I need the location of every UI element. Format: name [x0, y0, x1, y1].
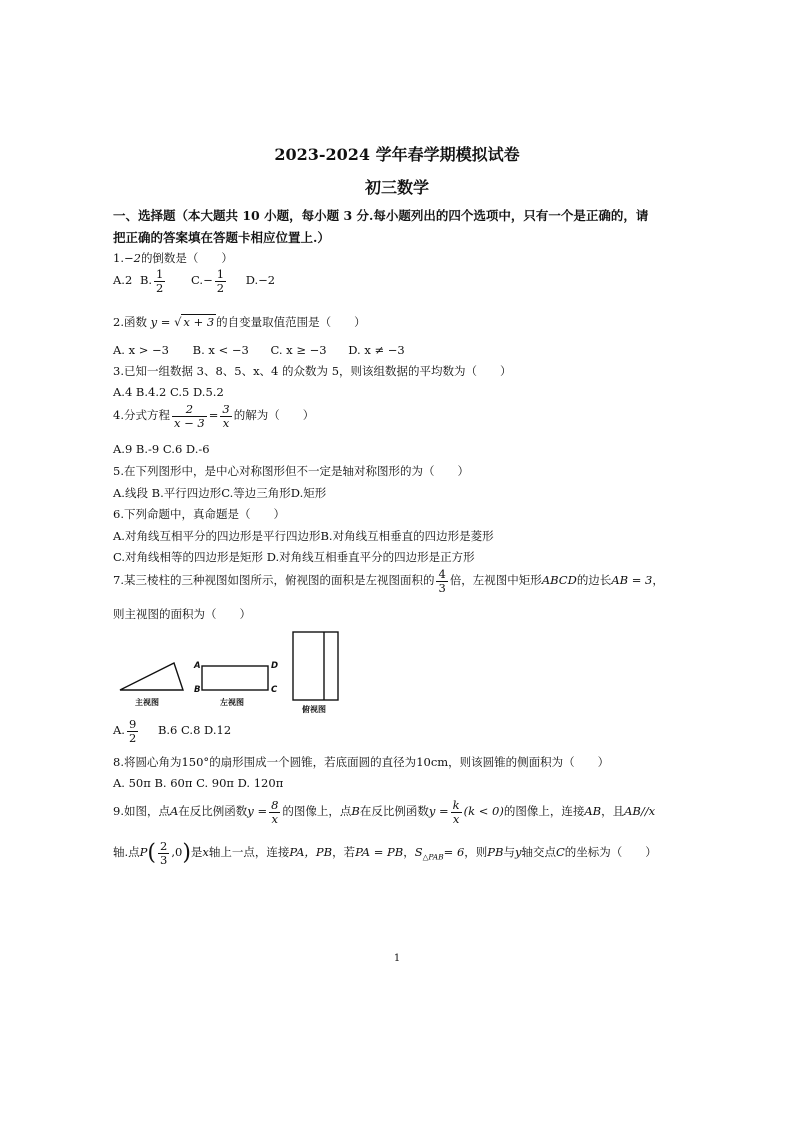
- q6-stem: 6.下列命题中，真命题是（ ）: [113, 507, 285, 521]
- top-view-caption: 俯视图: [302, 705, 326, 714]
- q9-l2-d: ，若: [332, 845, 356, 860]
- point-label-c: C: [271, 685, 278, 695]
- q1-options: [113, 268, 275, 294]
- q9-p-tail: ,0: [171, 845, 183, 860]
- section-heading-line2: 把正确的答案填在答题卡相应位置上.）: [113, 230, 330, 245]
- q1-option-d: D.−2: [245, 273, 276, 288]
- section-heading-line1: 一、选择题（本大题共 10 小题，每小题 3 分.每小题列出的四个选项中，只有一个是正确的，请: [113, 208, 649, 223]
- q7-ratio-num: 4: [438, 567, 446, 581]
- q9-l1-c: 的图像上，点: [282, 804, 352, 819]
- q1-number: 1.: [113, 251, 124, 265]
- q1-option-c: C.−: [191, 273, 213, 288]
- q8-text-c: ，则该圆锥的侧面积为（ ）: [448, 755, 610, 769]
- q9-l1-d: 在反比例函数: [359, 804, 429, 819]
- q7-stem-line2: 则主视图的面积为（ ）: [113, 607, 251, 621]
- q7-a-num: 9: [128, 717, 137, 731]
- q9-func2: y =: [428, 804, 449, 819]
- q9-y-var: y: [514, 845, 522, 860]
- q7-rect-name: ABCD: [541, 573, 577, 588]
- q7-ratio: [436, 568, 447, 594]
- q6-options-line2: C.对角线相等的四边形是矩形 D.对角线互相垂直平分的四边形是正方形: [113, 550, 475, 564]
- q7-a-den: 2: [128, 730, 137, 745]
- q9-point-c: C: [555, 845, 565, 860]
- q7-text-c: 的边长: [576, 573, 612, 588]
- q4-lhs-fraction: [172, 403, 207, 429]
- q1-text: 的倒数是（ ）: [140, 251, 233, 265]
- q9-p-den: 3: [160, 852, 168, 867]
- q4-lhs-num: 2: [172, 403, 207, 417]
- q4-rhs-den: x: [222, 415, 230, 430]
- q2-text-a: 2.函数: [113, 315, 147, 329]
- point-label-a: A: [194, 661, 201, 671]
- top-view-rectangle: [293, 632, 338, 700]
- q9-l1-f: ，且: [601, 804, 625, 819]
- q4-lhs-den: x − 3: [173, 415, 205, 430]
- q7-option-a-fraction: [127, 718, 138, 744]
- q4-rhs-num: 3: [222, 402, 230, 416]
- q9-l2-b: 是: [190, 845, 203, 860]
- q9-line2: [113, 840, 657, 866]
- q1-stem: [113, 250, 233, 266]
- q7-text-b: 倍，左视图中矩形: [449, 573, 542, 588]
- q4-options: A.9 B.-9 C.6 D.-6: [113, 442, 210, 456]
- right-paren-icon: ): [182, 840, 191, 866]
- q1-option-a: A.2: [113, 273, 133, 288]
- q7-side: AB = 3: [611, 573, 653, 588]
- exam-subtitle: 初三数学: [364, 178, 429, 197]
- q2-text-b: 的自变量取值范围是（ ）: [216, 315, 366, 329]
- q9-f1-num: 8: [271, 798, 279, 812]
- q9-func1-fraction: [269, 799, 280, 825]
- front-view-caption: 主视图: [135, 698, 159, 707]
- point-label-b: B: [194, 685, 201, 695]
- q2-option-b: B. x < −3: [192, 343, 249, 357]
- q9-l2-h: 轴交点: [521, 845, 556, 860]
- q8-angle: 150°: [181, 755, 210, 769]
- sqrt-icon: √: [174, 315, 182, 329]
- q9-l2-c: 轴上一点，连接: [208, 845, 290, 860]
- q9-line1: [113, 799, 655, 825]
- q6-options-line1: A.对角线互相平分的四边形是平行四边形B.对角线互相垂直的四边形是菱形: [113, 529, 494, 543]
- q7-ratio-den: 3: [438, 580, 446, 595]
- q9-l1-b: 在反比例函数: [178, 804, 248, 819]
- q2-radicand: x + 3: [183, 315, 215, 329]
- q7-stem: [113, 568, 664, 594]
- q2-option-c: C. x ≥ −3: [270, 343, 327, 357]
- q2-option-a: A. x > −3: [113, 343, 170, 357]
- q9-point-b: B: [351, 804, 360, 819]
- page-number: 1: [393, 953, 401, 964]
- q4-stem: [113, 403, 314, 429]
- q9-x-var: x: [202, 845, 209, 860]
- q1-b-den: 2: [156, 280, 164, 295]
- q7-option-a: A.: [113, 723, 125, 738]
- q9-p-num: 2: [160, 839, 168, 853]
- q7-text-d: ，: [652, 573, 664, 588]
- q9-seg-pb: PB: [487, 845, 504, 860]
- left-view-caption: 左视图: [220, 698, 244, 707]
- q8-text-a: 8.将圆心角为: [113, 755, 182, 769]
- q9-segments: PA，PB: [289, 845, 333, 860]
- q5-options: A.线段 B.平行四边形C.等边三角形D.矩形: [113, 486, 327, 500]
- q3-stem: 3.已知一组数据 3、8、5、x、4 的众数为 5，则该组数据的平均数为（ ）: [113, 364, 512, 378]
- q9-l2-a: 轴.点: [113, 845, 140, 860]
- q1-value: −2: [123, 251, 141, 265]
- left-paren-icon: (: [147, 840, 156, 866]
- q9-f2-num: k: [452, 798, 460, 812]
- q9-area-symbol: S: [414, 845, 423, 860]
- q9-f2-den: x: [452, 811, 460, 826]
- q9-area-value: = 6: [443, 845, 465, 860]
- q9-l2-e: ，: [403, 845, 415, 860]
- q9-l1-a: 9.如图，点: [113, 804, 170, 819]
- q2-option-d: D. x ≠ −3: [348, 343, 405, 357]
- q4-text-a: 4.分式方程: [113, 408, 170, 423]
- q9-point-a: A: [169, 804, 179, 819]
- q9-f1-den: x: [271, 811, 278, 826]
- q3-options: A.4 B.4.2 C.5 D.5.2: [113, 385, 224, 399]
- q9-area-subscript: △PAB: [422, 852, 444, 862]
- q8-text-b: 的扇形围成一个圆锥，若底面圆的直径为: [209, 755, 417, 769]
- q1-option-c-fraction: [215, 268, 226, 294]
- q1-option-b: B.: [139, 273, 153, 288]
- q8-options: A. 50π B. 60π C. 90π D. 120π: [113, 776, 284, 790]
- q9-l2-g: 与: [503, 845, 515, 860]
- q7-text-a: 7.某三棱柱的三种视图如图所示，俯视图的面积是左视图面积的: [113, 573, 435, 588]
- q9-l2-i: 的坐标为（ ）: [564, 845, 657, 860]
- q2-func: y =: [150, 315, 175, 329]
- q8-stem: [113, 754, 609, 770]
- q9-equal-lengths: PA = PB: [355, 845, 404, 860]
- front-view-triangle: [120, 663, 183, 690]
- q2-options: [113, 343, 405, 357]
- q9-parallel: AB//x: [624, 804, 656, 819]
- q2-stem: [113, 314, 366, 330]
- point-label-d: D: [271, 661, 279, 671]
- q9-p-fraction: [158, 840, 169, 866]
- q4-rhs-fraction: [220, 403, 231, 429]
- q7-options-rest: B.6 C.8 D.12: [157, 723, 232, 738]
- left-view-rectangle: [202, 666, 268, 690]
- q9-point-p: P: [139, 845, 148, 860]
- q1-option-b-fraction: [154, 268, 165, 294]
- q9-func1: y =: [247, 804, 268, 819]
- q9-l2-f: ，则: [464, 845, 488, 860]
- q1-c-num: 1: [216, 267, 225, 281]
- q1-c-den: 2: [216, 280, 225, 295]
- q5-stem: 5.在下列图形中，是中心对称图形但不一定是轴对称图形的为（ ）: [113, 464, 469, 478]
- q9-func2-condition: (k < 0): [463, 804, 504, 819]
- q7-options: [113, 718, 231, 744]
- exam-title: 2023-2024 学年春学期模拟试卷: [274, 145, 520, 164]
- q8-diameter: 10cm: [416, 755, 449, 769]
- q1-b-num: 1: [156, 267, 164, 281]
- q9-seg-ab: AB: [584, 804, 602, 819]
- q9-l1-e: 的图像上，连接: [503, 804, 585, 819]
- q9-func2-fraction: [451, 799, 462, 825]
- q4-text-b: 的解为（ ）: [233, 408, 315, 423]
- q4-equals: =: [208, 408, 219, 423]
